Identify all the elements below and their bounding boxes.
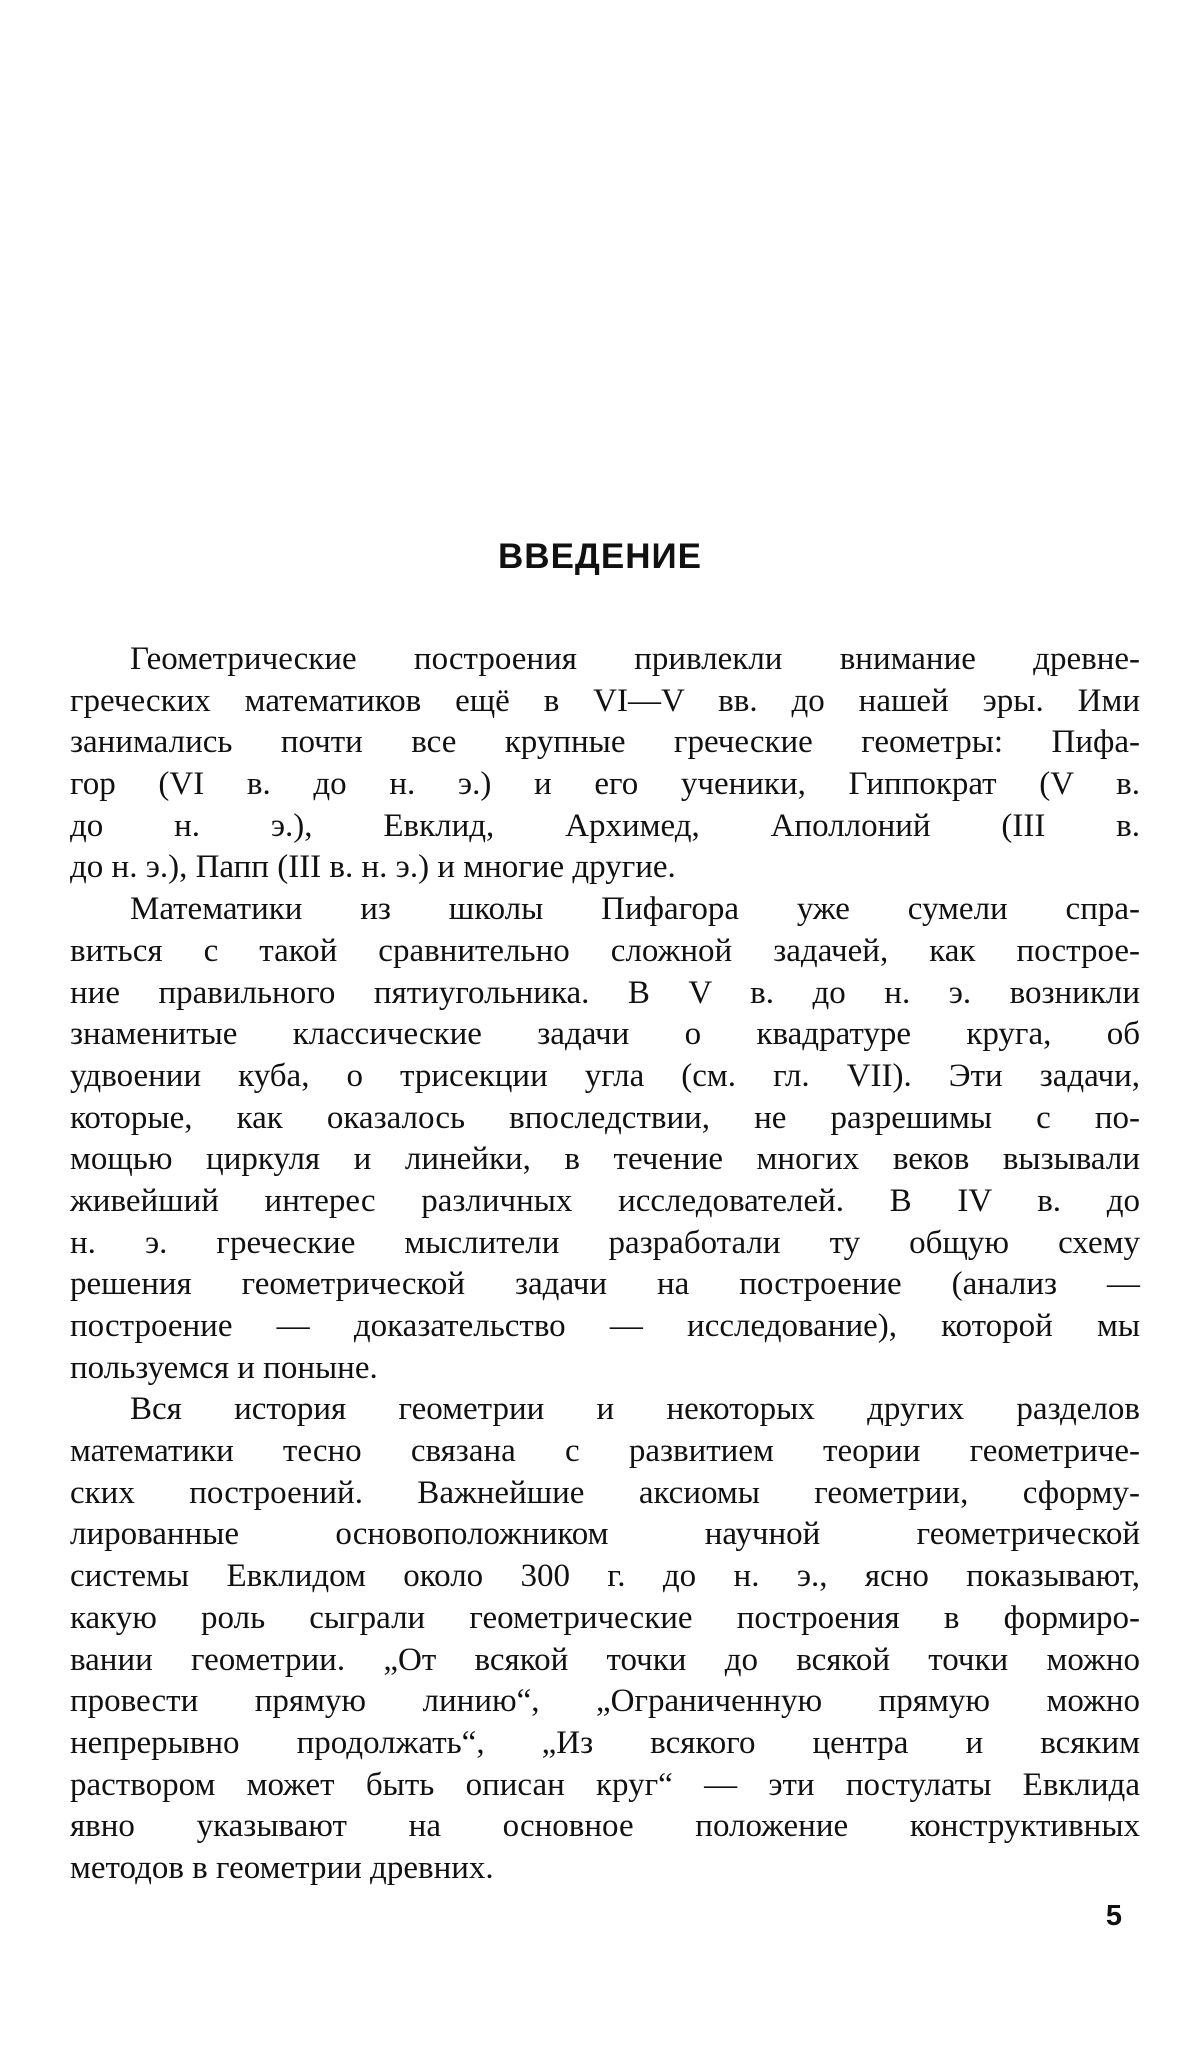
- text-line: математики тесно связана с развитием теории геометриче-: [70, 1433, 1140, 1470]
- text-line: системы Евклидом около 300 г. до н. э., ясно показывают,: [70, 1558, 1140, 1595]
- text-line: методов в геометрии древних.: [70, 1849, 494, 1886]
- text-line: провести прямую линию“, „Ограниченную прямую можно: [70, 1683, 1140, 1720]
- text-line: виться с такой сравнительно сложной задачей, как построе-: [70, 932, 1140, 969]
- text-line: н. э. греческие мыслители разработали ту общую схему: [70, 1224, 1140, 1261]
- text-line: знаменитые классические задачи о квадратуре круга, об: [70, 1016, 1140, 1053]
- text-line: ских построений. Важнейшие аксиомы геометрии, сформу-: [70, 1474, 1140, 1511]
- text-line: которые, как оказалось впоследствии, не разрешимы с по-: [70, 1099, 1140, 1136]
- text-line: ние правильного пятиугольника. В V в. до н. э. возникли: [70, 974, 1140, 1011]
- text-line: занимались почти все крупные греческие геометры: Пифа-: [70, 724, 1140, 761]
- text-line: до н. э.), Евклид, Архимед, Аполлоний (III в.: [70, 807, 1140, 844]
- text-line: вании геометрии. „От всякой точки до всякой точки можно: [70, 1641, 1140, 1678]
- page-number: 5: [1105, 1900, 1122, 1932]
- text-line: греческих математиков ещё в VI—V вв. до нашей эры. Ими: [70, 682, 1140, 719]
- text-line: лированные основоположником научной геометрической: [70, 1516, 1140, 1553]
- text-line: Математики из школы Пифагора уже сумели спра-: [130, 891, 1140, 928]
- text-line: Вся история геометрии и некоторых других разделов: [130, 1391, 1140, 1428]
- text-line: раствором может быть описан круг“ — эти постулаты Евклида: [70, 1766, 1140, 1803]
- text-line: мощью циркуля и линейки, в течение многих веков вызывали: [70, 1141, 1140, 1178]
- text-line: удвоении куба, о трисекции угла (см. гл. VII). Эти задачи,: [70, 1057, 1140, 1094]
- text-line: какую роль сыграли геометрические построения в формиро-: [70, 1599, 1140, 1636]
- body-text: [70, 639, 1140, 1890]
- text-line: до н. э.), Папп (III в. н. э.) и многие другие.: [70, 849, 676, 886]
- text-line: построение — доказательство — исследование), которой мы: [70, 1308, 1140, 1344]
- text-line: гор (VI в. до н. э.) и его ученики, Гиппократ (V в.: [70, 766, 1140, 803]
- text-line: живейший интерес различных исследователей. В IV в. до: [70, 1182, 1140, 1219]
- text-line: непрерывно продолжать“, „Из всякого центра и всяким: [70, 1724, 1140, 1761]
- text-line: Геометрические построения привлекли внимание древне-: [130, 641, 1140, 677]
- text-line: явно указывают на основное положение конструктивных: [70, 1808, 1140, 1845]
- text-line: пользуемся и поныне.: [70, 1349, 378, 1386]
- text-line: решения геометрической задачи на построение (анализ —: [70, 1266, 1140, 1303]
- chapter-heading: ВВЕДЕНИЕ: [498, 537, 702, 576]
